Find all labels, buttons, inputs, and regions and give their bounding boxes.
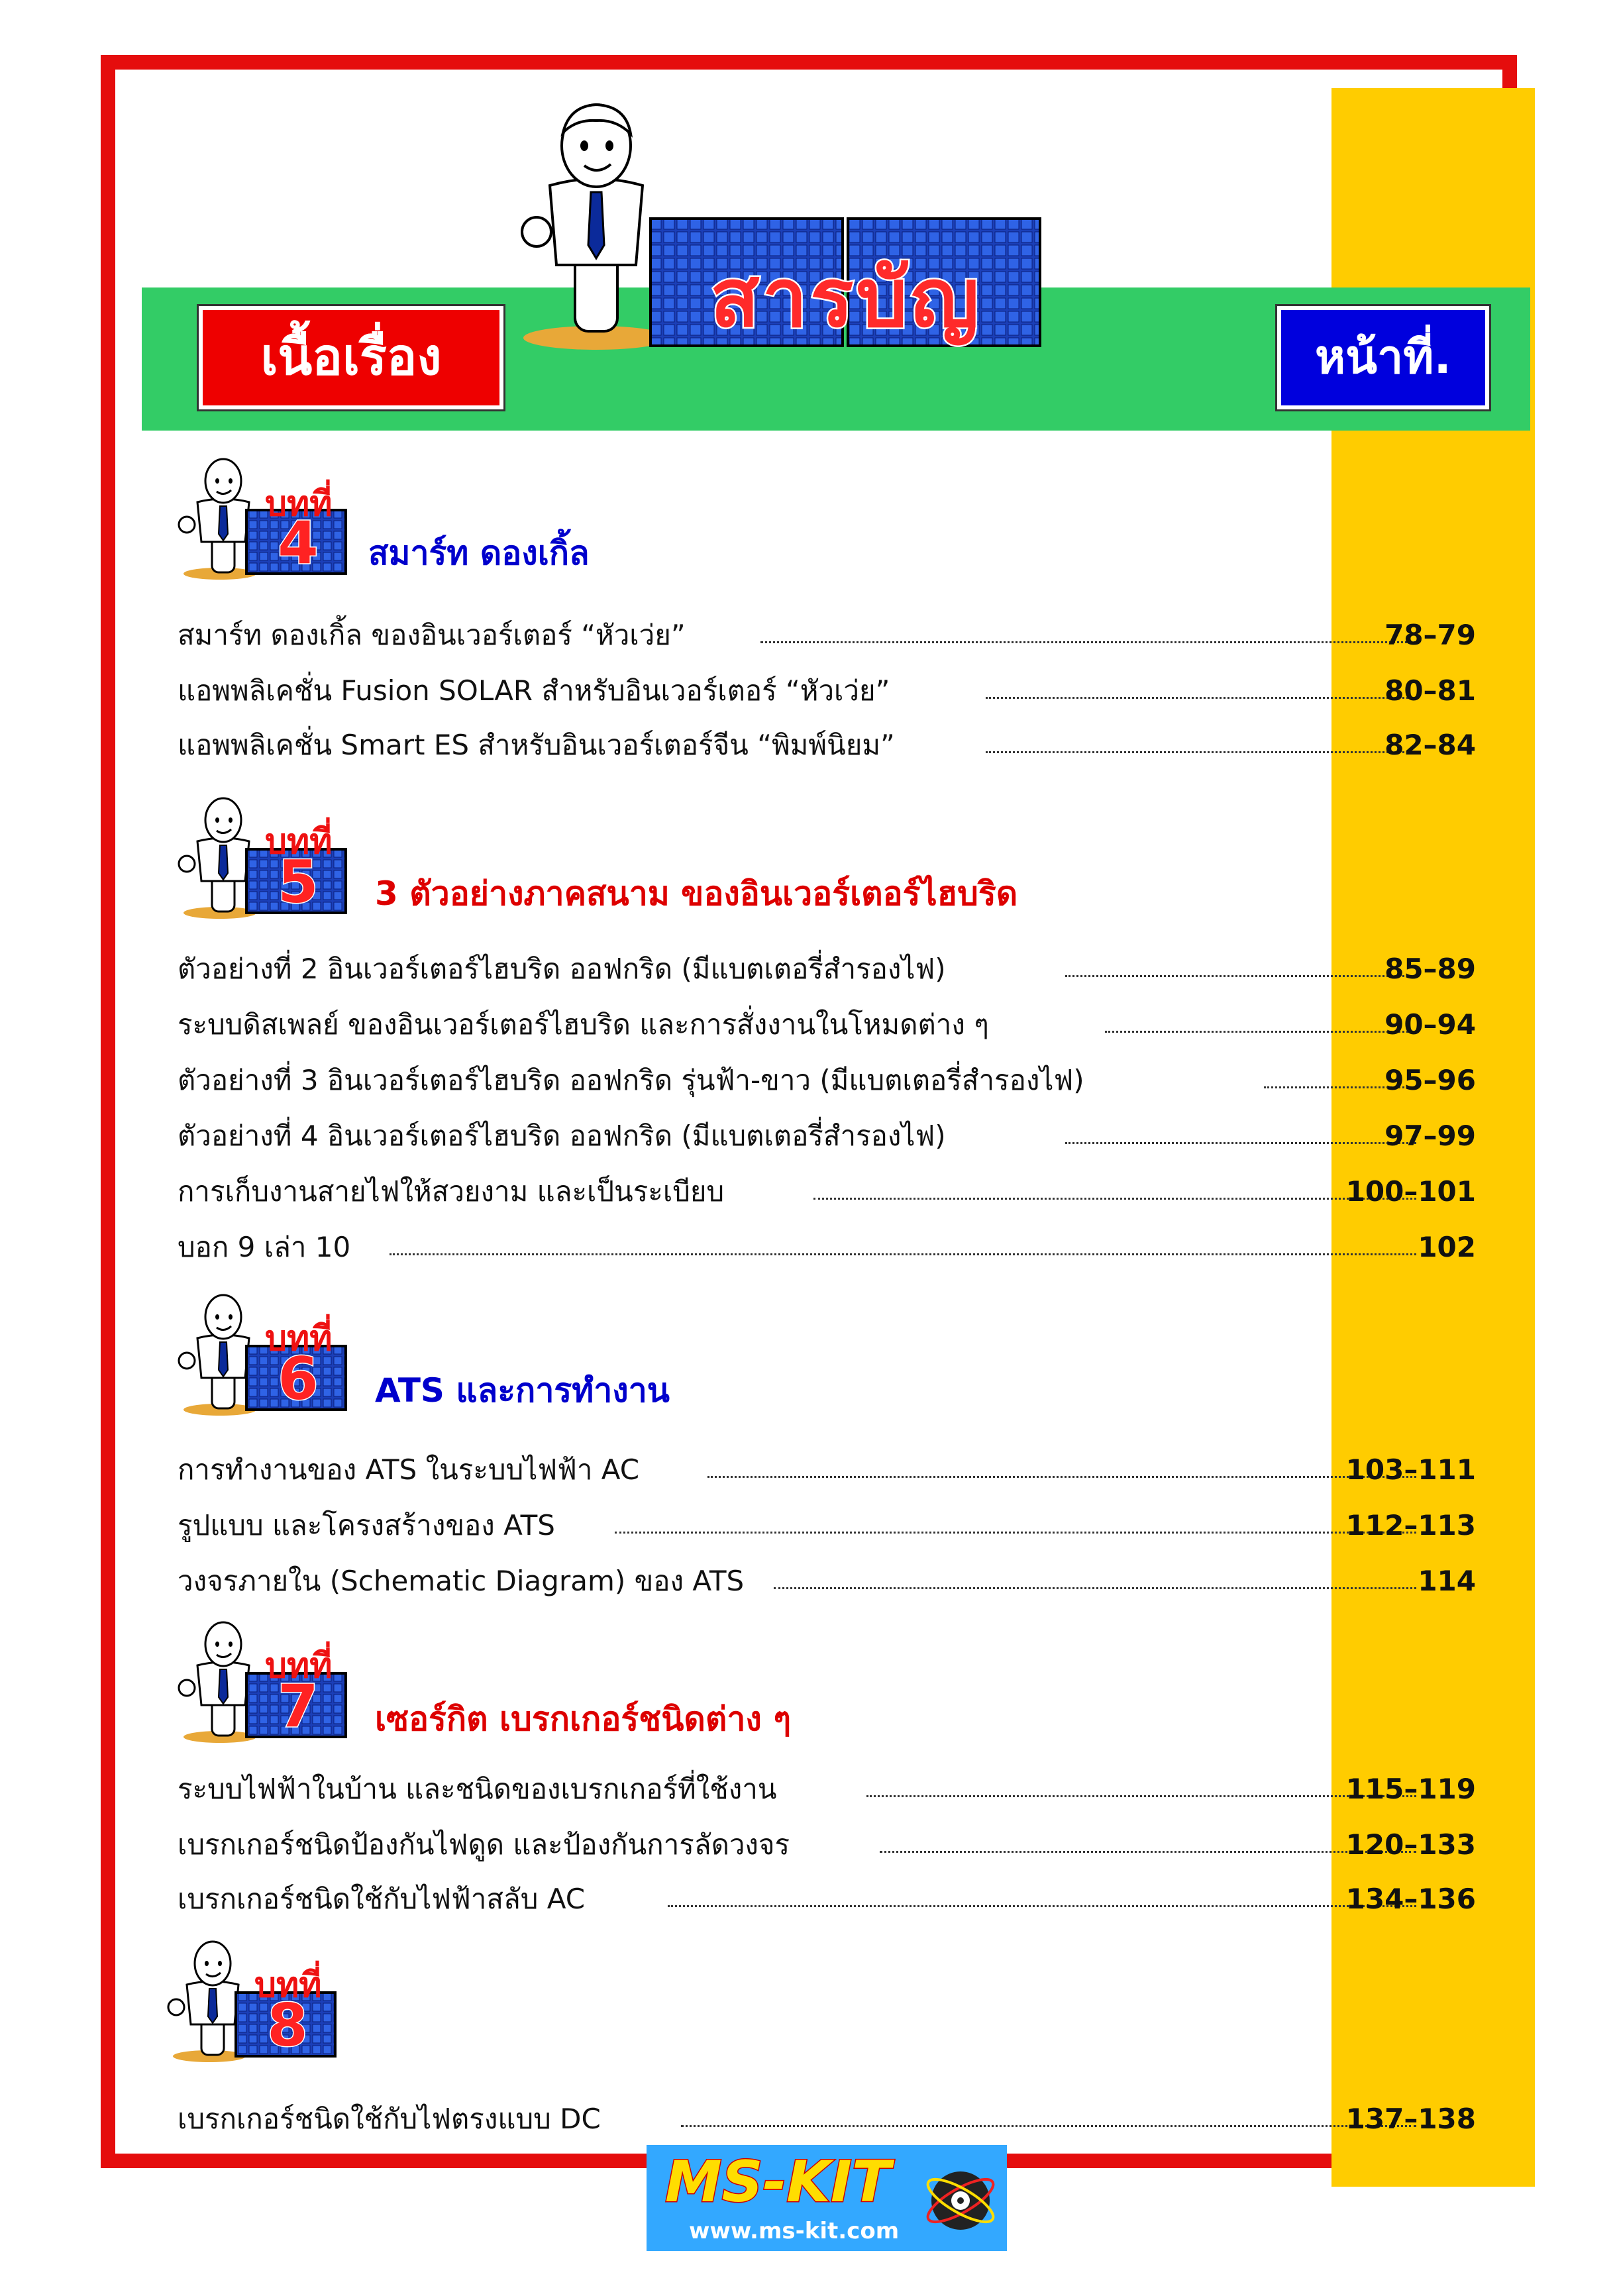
entry-pages: 82–84 — [1384, 729, 1476, 761]
entry-pages: 97–99 — [1384, 1120, 1476, 1152]
toc-entry[interactable] — [178, 1876, 1476, 1922]
toc-entry[interactable] — [178, 1002, 1476, 1048]
entry-pages: 137–138 — [1345, 2103, 1476, 2135]
entry-text: แอพพลิเคชั่น Fusion SOLAR สำหรับอินเวอร์เตอร์ “หัวเว่ย” — [178, 674, 890, 707]
entry-pages: 114 — [1418, 1565, 1476, 1597]
chapter-4-title: สมาร์ท ดองเกิ้ล — [368, 534, 590, 572]
leader-dots — [880, 1822, 1416, 1853]
leader-dots — [866, 1766, 1416, 1797]
chapter-7-number: 7 — [278, 1672, 319, 1740]
toc-entry[interactable] — [178, 612, 1476, 658]
leader-dots — [760, 612, 1416, 643]
chapter-7-title: เซอร์กิต เบรกเกอร์ชนิดต่าง ๆ — [375, 1700, 792, 1738]
entry-pages: 120–133 — [1345, 1828, 1476, 1861]
leader-dots — [813, 1169, 1416, 1200]
leader-dots — [615, 1502, 1416, 1534]
chapter-5-number: 5 — [278, 848, 319, 916]
leader-dots — [390, 1224, 1416, 1255]
page-header-label: หน้าที่. — [1277, 306, 1489, 409]
chapter-5-title: 3 ตัวอย่างภาคสนาม ของอินเวอร์เตอร์ไฮบริด — [375, 874, 1018, 913]
entry-pages: 100–101 — [1345, 1175, 1476, 1208]
chapter-4-word: บทที่ — [265, 484, 333, 524]
chapter-7-word: บทที่ — [265, 1646, 333, 1686]
chapter-5-word: บทที่ — [265, 822, 333, 862]
toc-entry[interactable] — [178, 1558, 1476, 1604]
toc-entry[interactable] — [178, 1169, 1476, 1215]
entry-text: ตัวอย่างที่ 2 อินเวอร์เตอร์ไฮบริด ออฟกริด (มีแบตเตอรี่สำรองไฟ) — [178, 953, 946, 985]
entry-text: การเก็บงานสายไฟให้สวยงาม และเป็นระเบียบ — [178, 1175, 725, 1208]
leader-dots — [668, 1876, 1416, 1907]
toc-entry[interactable] — [178, 668, 1476, 714]
chapter-6-title: ATS และการทำงาน — [375, 1371, 670, 1410]
chapter-4-number: 4 — [278, 509, 319, 577]
entry-pages: 134–136 — [1345, 1883, 1476, 1915]
toc-entry[interactable] — [178, 1766, 1476, 1812]
entry-pages: 78–79 — [1384, 619, 1476, 651]
entry-pages: 103–111 — [1345, 1453, 1476, 1486]
atom-icon — [921, 2161, 1000, 2240]
entry-pages: 95–96 — [1384, 1064, 1476, 1096]
entry-text: ระบบไฟฟ้าในบ้าน และชนิดของเบรกเกอร์ที่ใช้งาน — [178, 1773, 777, 1805]
entry-text: สมาร์ท ดองเกิ้ล ของอินเวอร์เตอร์ “หัวเว่ย” — [178, 619, 686, 651]
entry-text: การทำงานของ ATS ในระบบไฟฟ้า AC — [178, 1453, 640, 1486]
toc-entry[interactable] — [178, 1057, 1476, 1104]
toc-entry[interactable] — [178, 1447, 1476, 1493]
logo-url: www.ms-kit.com — [689, 2218, 900, 2244]
leader-dots — [774, 1558, 1416, 1589]
entry-text: รูปแบบ และโครงสร้างของ ATS — [178, 1509, 555, 1541]
chapter-8-number: 8 — [267, 1991, 308, 2060]
entry-pages: 80–81 — [1384, 674, 1476, 707]
chapter-6-number: 6 — [278, 1345, 319, 1413]
toc-entry[interactable] — [178, 2096, 1476, 2142]
toc-entry[interactable] — [178, 722, 1476, 768]
entry-text: แอพพลิเคชั่น Smart ES สำหรับอินเวอร์เตอร์จีน “พิมพ์นิยม” — [178, 729, 895, 761]
entry-text: เบรกเกอร์ชนิดใช้กับไฟตรงแบบ DC — [178, 2103, 601, 2135]
page-title: สารบัญ — [710, 251, 982, 345]
toc-entry[interactable] — [178, 1113, 1476, 1159]
entry-pages: 115–119 — [1345, 1773, 1476, 1805]
toc-entry[interactable] — [178, 1822, 1476, 1868]
entry-text: ตัวอย่างที่ 4 อินเวอร์เตอร์ไฮบริด ออฟกริด (มีแบตเตอรี่สำรองไฟ) — [178, 1120, 946, 1152]
entry-text: วงจรภายใน (Schematic Diagram) ของ ATS — [178, 1565, 745, 1597]
entry-text: บอก 9 เล่า 10 — [178, 1231, 351, 1263]
chapter-6-word: บทที่ — [265, 1319, 333, 1359]
toc-entry[interactable] — [178, 1502, 1476, 1549]
toc-entry[interactable] — [178, 1224, 1476, 1271]
content-header-label: เนื้อเรื่อง — [199, 306, 503, 409]
chapter-8-word: บทที่ — [254, 1965, 322, 2005]
logo-name: MS-KIT — [665, 2149, 891, 2215]
entry-text: ตัวอย่างที่ 3 อินเวอร์เตอร์ไฮบริด ออฟกริด รุ่นฟ้า-ขาว (มีแบตเตอรี่สำรองไฟ) — [178, 1064, 1084, 1096]
entry-pages: 90–94 — [1384, 1008, 1476, 1041]
entry-pages: 102 — [1418, 1231, 1476, 1263]
toc-entry[interactable] — [178, 946, 1476, 992]
leader-dots — [707, 1447, 1416, 1478]
entry-pages: 112–113 — [1345, 1509, 1476, 1541]
leader-dots — [681, 2096, 1416, 2127]
entry-text: เบรกเกอร์ชนิดใช้กับไฟฟ้าสลับ AC — [178, 1883, 586, 1915]
entry-text: เบรกเกอร์ชนิดป้องกันไฟดูด และป้องกันการลัดวงจร — [178, 1828, 790, 1861]
entry-text: ระบบดิสเพลย์ ของอินเวอร์เตอร์ไฮบริด และการสั่งงานในโหมดต่าง ๆ — [178, 1008, 989, 1041]
entry-pages: 85–89 — [1384, 953, 1476, 985]
